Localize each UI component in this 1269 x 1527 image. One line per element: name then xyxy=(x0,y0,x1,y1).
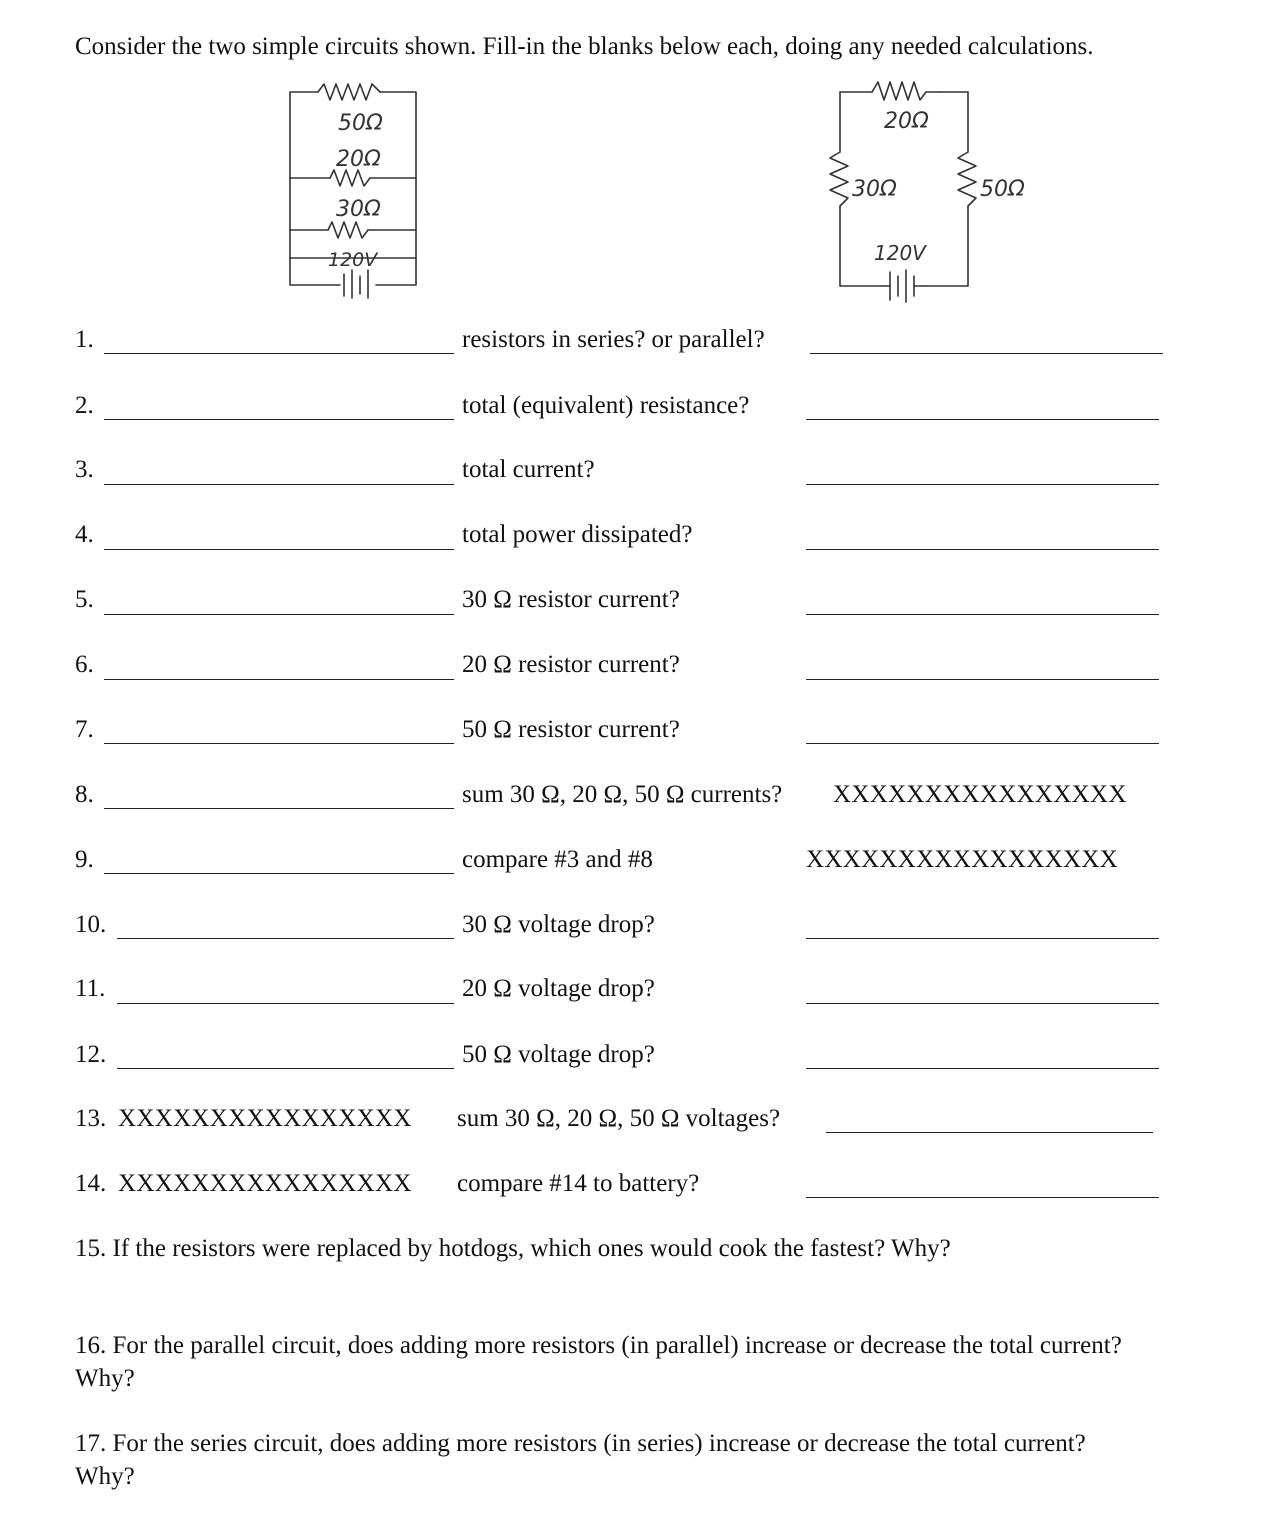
answer-blank-parallel[interactable] xyxy=(104,549,454,550)
answer-blank-parallel[interactable] xyxy=(104,353,454,354)
crossed-out-parallel: XXXXXXXXXXXXXXXX xyxy=(118,1105,412,1132)
question-number: 10. xyxy=(75,911,107,938)
series-label-120v: 120V xyxy=(874,241,926,265)
answer-blank-series[interactable] xyxy=(806,1197,1159,1198)
question-text: total (equivalent) resistance? xyxy=(462,392,750,419)
answer-blank-parallel[interactable] xyxy=(104,614,454,615)
question-text: 50 Ω resistor current? xyxy=(462,716,680,743)
answer-blank-series[interactable] xyxy=(810,353,1163,354)
question-number: 4. xyxy=(75,521,94,548)
question-text: 30 Ω resistor current? xyxy=(462,586,680,613)
question-number: 3. xyxy=(75,456,94,483)
answer-blank-series[interactable] xyxy=(806,419,1159,420)
crossed-out-series: XXXXXXXXXXXXXXXX xyxy=(833,781,1127,808)
question-17-why: Why? xyxy=(75,1463,135,1490)
crossed-out-series: XXXXXXXXXXXXXXXXX xyxy=(806,846,1119,873)
answer-blank-parallel[interactable] xyxy=(117,1068,454,1069)
answer-blank-parallel[interactable] xyxy=(104,679,454,680)
parallel-circuit-diagram xyxy=(280,80,430,300)
series-label-50: 50Ω xyxy=(980,177,1025,202)
question-number: 5. xyxy=(75,586,94,613)
answer-blank-series[interactable] xyxy=(806,1068,1159,1069)
answer-blank-series[interactable] xyxy=(806,1003,1159,1004)
parallel-label-50: 50Ω xyxy=(338,111,383,136)
answer-blank-parallel[interactable] xyxy=(104,808,454,809)
answer-blank-series[interactable] xyxy=(806,614,1159,615)
question-15: 15. If the resistors were replaced by hotdogs, which ones would cook the fastest? Why? xyxy=(75,1235,951,1262)
crossed-out-parallel: XXXXXXXXXXXXXXXX xyxy=(118,1170,412,1197)
answer-blank-parallel[interactable] xyxy=(117,1003,454,1004)
question-text: sum 30 Ω, 20 Ω, 50 Ω currents? xyxy=(462,781,783,808)
question-text: compare #14 to battery? xyxy=(457,1170,700,1197)
question-text: total current? xyxy=(462,456,595,483)
question-text: resistors in series? or parallel? xyxy=(462,326,765,353)
answer-blank-parallel[interactable] xyxy=(104,419,454,420)
question-text: 50 Ω voltage drop? xyxy=(462,1041,655,1068)
answer-blank-parallel[interactable] xyxy=(104,484,454,485)
question-number: 8. xyxy=(75,781,94,808)
question-number: 12. xyxy=(75,1041,107,1068)
answer-blank-series[interactable] xyxy=(806,549,1159,550)
question-number: 1. xyxy=(75,326,94,353)
question-number: 7. xyxy=(75,716,94,743)
instructions: Consider the two simple circuits shown. Fill-in the blanks below each, doing any needed calculations. xyxy=(75,33,1094,60)
answer-blank-parallel[interactable] xyxy=(117,938,454,939)
answer-blank-parallel[interactable] xyxy=(104,743,454,744)
series-circuit-diagram xyxy=(810,74,1025,304)
question-text: 20 Ω voltage drop? xyxy=(462,975,655,1002)
parallel-label-30: 30Ω xyxy=(336,197,381,222)
question-text: sum 30 Ω, 20 Ω, 50 Ω voltages? xyxy=(457,1105,781,1132)
parallel-label-120v: 120V xyxy=(328,249,378,271)
question-17: 17. For the series circuit, does adding more resistors (in series) increase or decrease the total current? xyxy=(75,1430,1086,1457)
question-number: 9. xyxy=(75,846,94,873)
answer-blank-series[interactable] xyxy=(806,938,1159,939)
question-number: 6. xyxy=(75,651,94,678)
question-text: 20 Ω resistor current? xyxy=(462,651,680,678)
question-number: 14. xyxy=(75,1170,107,1197)
question-16: 16. For the parallel circuit, does adding more resistors (in parallel) increase or decrease the total current? xyxy=(75,1332,1122,1359)
question-text: 30 Ω voltage drop? xyxy=(462,911,655,938)
question-number: 2. xyxy=(75,392,94,419)
question-16-why: Why? xyxy=(75,1365,135,1392)
answer-blank-series[interactable] xyxy=(826,1132,1153,1133)
parallel-label-20: 20Ω xyxy=(336,147,381,172)
answer-blank-series[interactable] xyxy=(806,679,1159,680)
question-text: compare #3 and #8 xyxy=(462,846,653,873)
series-label-20: 20Ω xyxy=(884,109,929,134)
question-number: 13. xyxy=(75,1105,107,1132)
answer-blank-series[interactable] xyxy=(806,743,1159,744)
answer-blank-series[interactable] xyxy=(806,484,1159,485)
series-label-30: 30Ω xyxy=(852,177,897,202)
answer-blank-parallel[interactable] xyxy=(104,873,454,874)
question-text: total power dissipated? xyxy=(462,521,693,548)
question-number: 11. xyxy=(75,975,106,1002)
